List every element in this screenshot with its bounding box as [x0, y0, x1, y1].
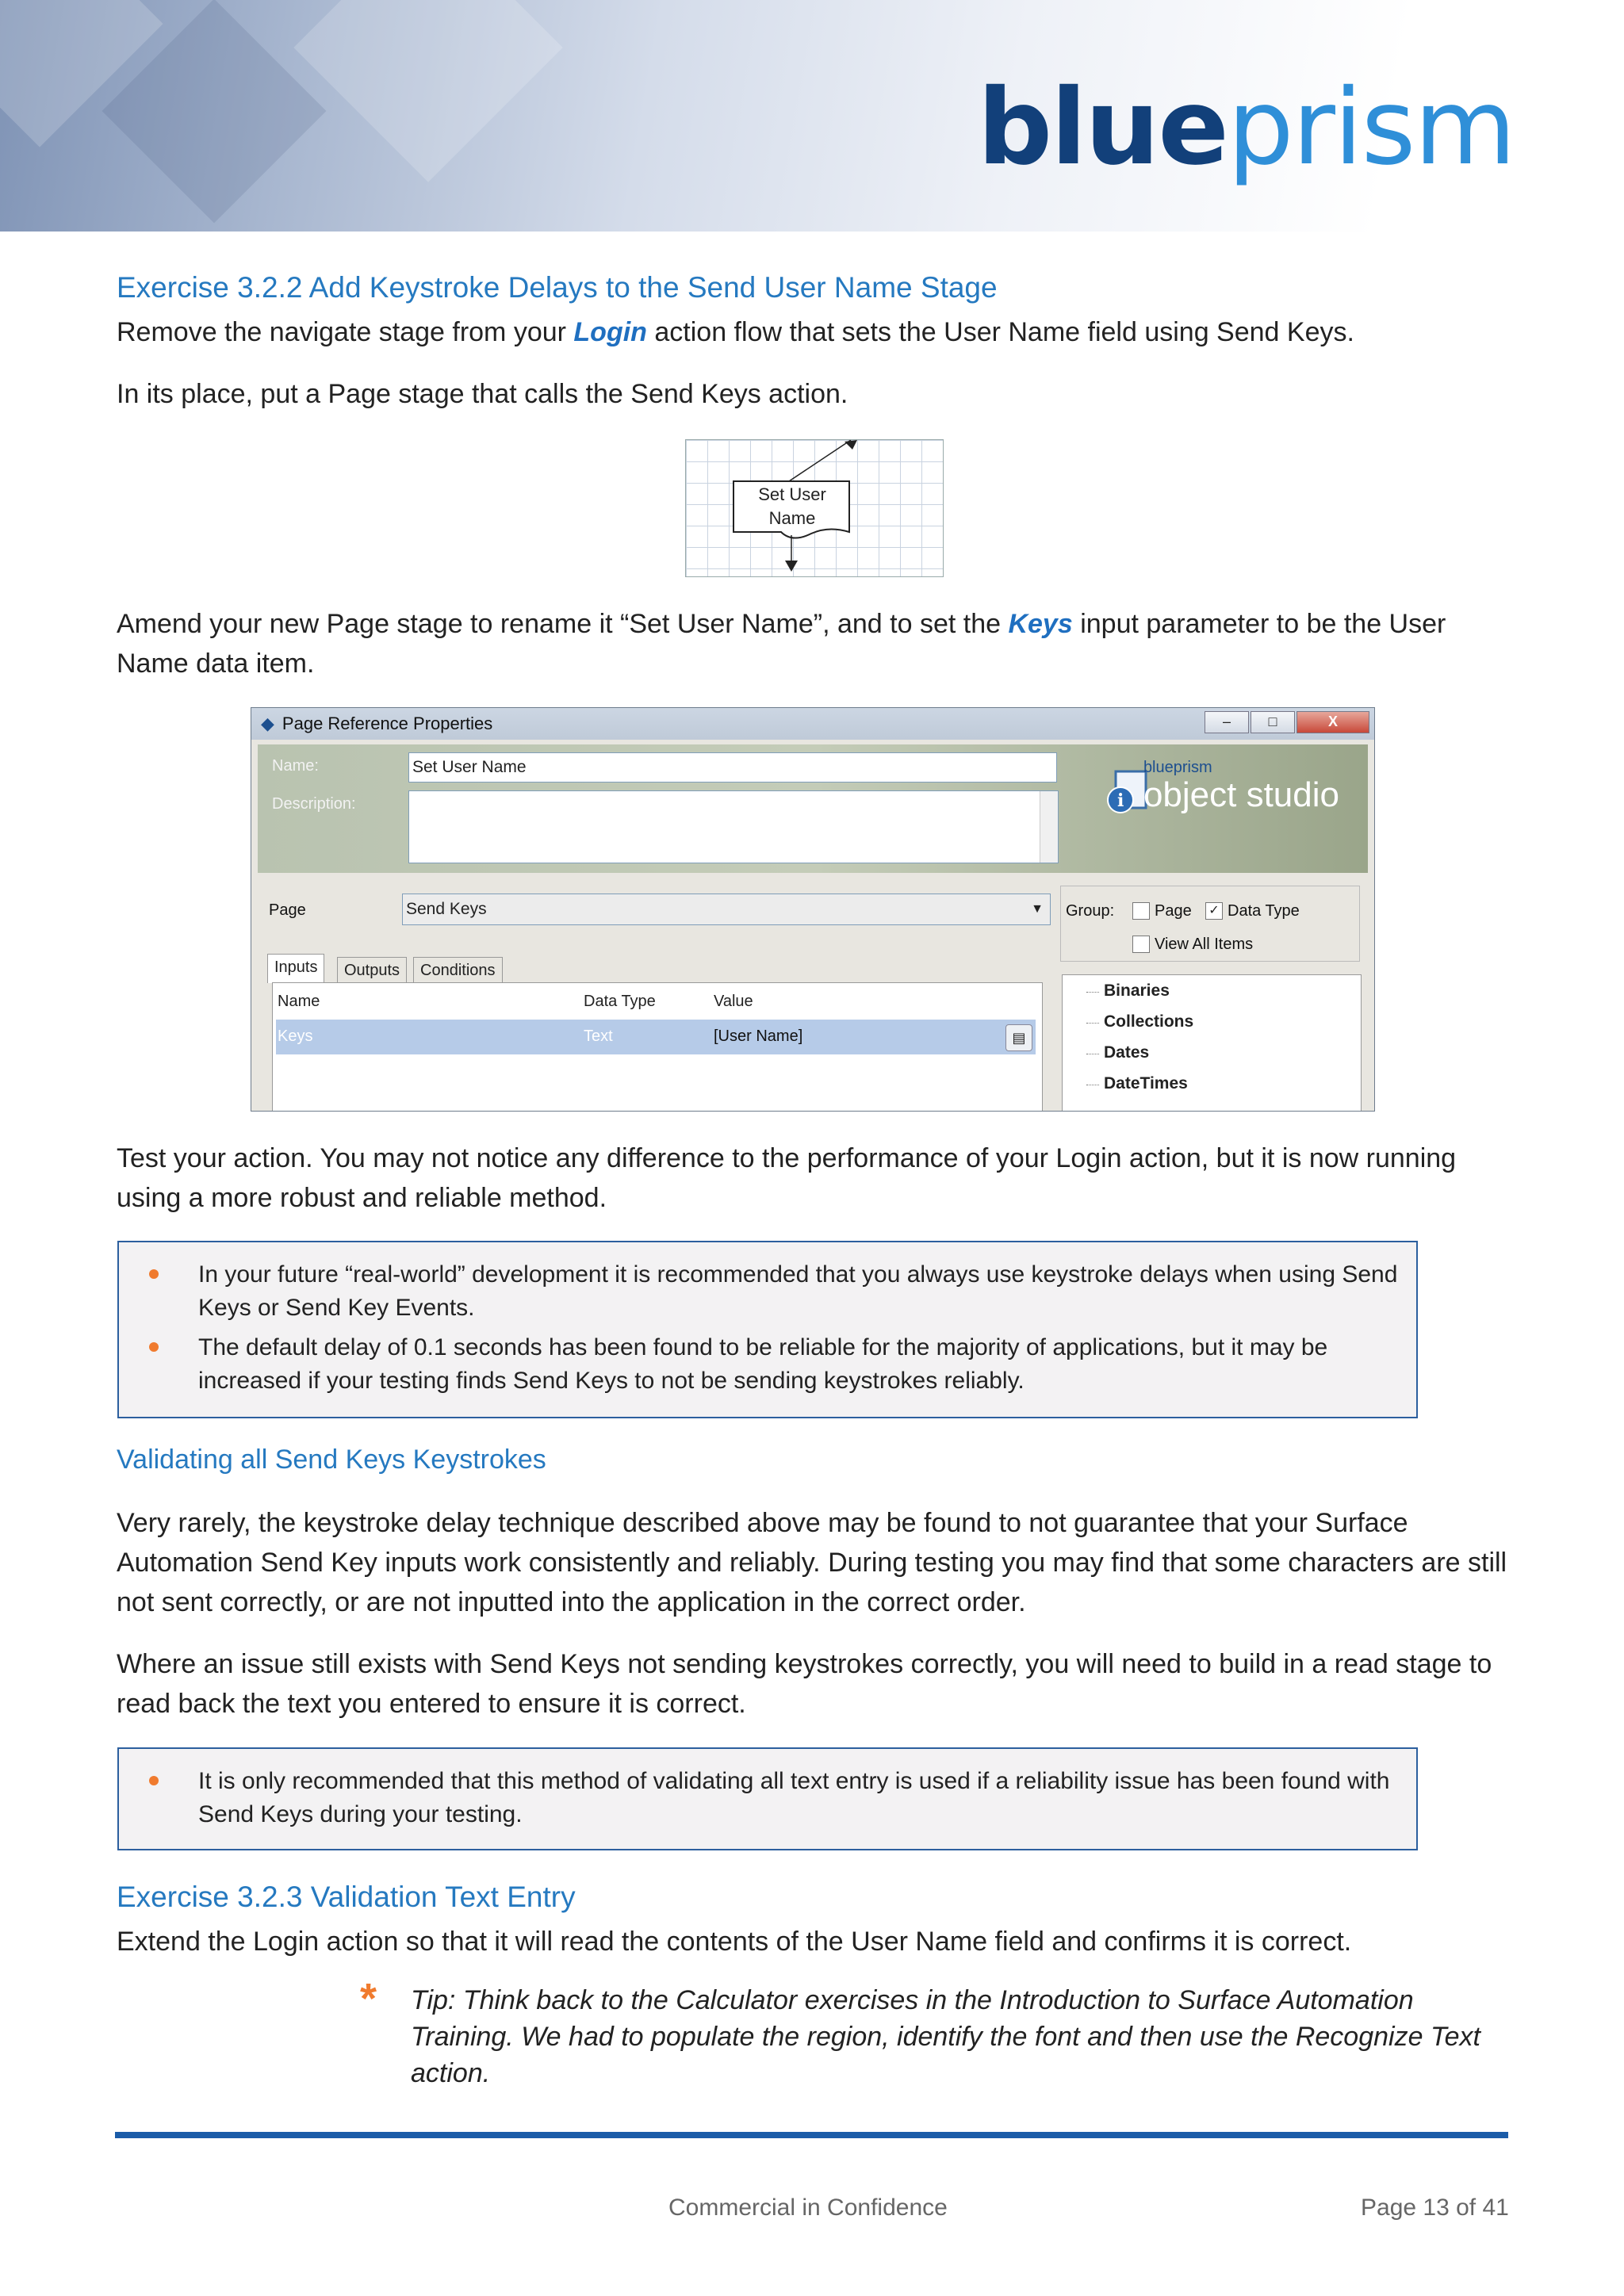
- footer-confidentiality: Commercial in Confidence: [668, 2195, 948, 2221]
- bullet-icon: [149, 1776, 159, 1785]
- row-datatype: Text: [584, 1027, 613, 1045]
- page-select[interactable]: [402, 894, 1051, 925]
- row-name: Keys: [278, 1027, 313, 1045]
- paragraph: Very rarely, the keystroke delay technique described above may be found to not guarantee that your Surface Automation Send Key inputs work consistently and reliably. During testing you may find that some characters are still not sent correctly, or are not inputted into the application in the correct order.: [117, 1508, 1507, 1617]
- tree-item[interactable]: Binaries: [1063, 982, 1361, 1012]
- tab-outputs[interactable]: Outputs: [337, 957, 407, 983]
- note-item: The default delay of 0.1 seconds has been found to be reliable for the majority of applications, but it may be increased if your testing finds Send Keys to not be sending keystrokes reliably.: [198, 1331, 1404, 1398]
- view-all-checkbox[interactable]: [1132, 936, 1150, 953]
- view-all-label: View All Items: [1155, 936, 1254, 953]
- object-studio-logo: blueprism object studio: [1143, 759, 1339, 814]
- description-input[interactable]: [408, 790, 1059, 863]
- paragraph: Remove the navigate stage from your Login action flow that sets the User Name field using Send Keys.: [117, 317, 1354, 347]
- group-datatype-label: Data Type: [1228, 902, 1300, 920]
- group-label: Group:: [1066, 902, 1115, 920]
- asterisk-icon: *: [360, 1975, 377, 2022]
- inputs-grid: [272, 982, 1043, 1112]
- window-controls: [1205, 711, 1369, 733]
- note-box: [117, 1241, 1418, 1418]
- bullet-icon: [149, 1342, 159, 1352]
- banner-facet: [293, 0, 562, 182]
- name-label: Name:: [272, 757, 319, 775]
- exercise-heading: Exercise 3.2.3 Validation Text Entry: [117, 1881, 576, 1913]
- page-select-value: Send Keys: [406, 900, 487, 918]
- tree-item[interactable]: DateTimes: [1063, 1074, 1361, 1105]
- grid-header-datatype: Data Type: [584, 993, 656, 1010]
- section-subheading: Validating all Send Keys Keystrokes: [117, 1445, 546, 1475]
- note-item: In your future “real-world” development it is recommended that you always use keystroke delays when using Send Keys or Send Key Events.: [198, 1258, 1404, 1325]
- tab-inputs[interactable]: Inputs: [267, 954, 324, 983]
- note-box: [117, 1747, 1418, 1850]
- dialog-app-icon: ◆: [261, 714, 274, 733]
- description-scrollbar[interactable]: [1040, 791, 1058, 863]
- paragraph: Where an issue still exists with Send Keys not sending keystrokes correctly, you will need to build in a read stage to read back the text you entered to ensure it is correct.: [117, 1649, 1492, 1719]
- dialog-title: Page Reference Properties: [282, 714, 493, 733]
- header-banner: [0, 0, 1624, 232]
- page-label: Page: [269, 901, 306, 919]
- chevron-down-icon: ▼: [1031, 902, 1044, 916]
- svg-text:i: i: [1117, 790, 1124, 811]
- group-page-checkbox[interactable]: [1132, 902, 1150, 920]
- paragraph: Extend the Login action so that it will read the contents of the User Name field and confirms it is correct.: [117, 1927, 1352, 1957]
- name-input[interactable]: Set User Name: [408, 752, 1057, 783]
- close-button[interactable]: X: [1297, 711, 1369, 733]
- tab-conditions[interactable]: Conditions: [413, 957, 503, 983]
- data-type-tree: [1062, 974, 1362, 1112]
- page-number: Page 13 of 41: [1361, 2195, 1509, 2221]
- minimize-button[interactable]: –: [1205, 711, 1249, 733]
- paragraph: In its place, put a Page stage that calls the Send Keys action.: [117, 379, 848, 409]
- table-row[interactable]: [276, 1020, 1036, 1054]
- paragraph: Amend your new Page stage to rename it “Set User Name”, and to set the Keys input parameter to be the User Name data item.: [117, 609, 1446, 679]
- tree-item[interactable]: Collections: [1063, 1012, 1361, 1043]
- grid-header-value: Value: [714, 993, 753, 1010]
- blueprism-logo: blueprism: [977, 67, 1515, 189]
- row-value[interactable]: [User Name]: [714, 1027, 803, 1045]
- grid-header-name: Name: [278, 993, 320, 1010]
- expression-editor-icon[interactable]: ▤: [1005, 1024, 1032, 1051]
- paragraph: Test your action. You may not notice any difference to the performance of your Login action, but it is now running using a more robust and reliable method.: [117, 1143, 1457, 1213]
- flow-diagram: [685, 439, 944, 577]
- dialog-header-panel: [258, 744, 1368, 873]
- group-page-label: Page: [1155, 902, 1192, 920]
- tree-item[interactable]: Dates: [1063, 1043, 1361, 1074]
- group-datatype-checkbox[interactable]: ✓: [1205, 902, 1223, 920]
- exercise-heading: Exercise 3.2.2 Add Keystroke Delays to the Send User Name Stage: [117, 271, 998, 304]
- group-box: [1060, 886, 1360, 962]
- bullet-icon: [149, 1269, 159, 1279]
- footer-rule: [115, 2132, 1508, 2138]
- tip-text: Tip: Think back to the Calculator exercises in the Introduction to Surface Automation Training. We had to populate the region, identify the font and then use the Recognize Text action.: [411, 1985, 1480, 2088]
- note-item: It is only recommended that this method of validating all text entry is used if a reliability issue has been found with Send Keys during your testing.: [198, 1765, 1404, 1831]
- page-reference-dialog: [251, 707, 1375, 1112]
- description-label: Description:: [272, 795, 356, 813]
- flow-stage-label: Set User Name: [758, 484, 826, 528]
- maximize-button[interactable]: □: [1251, 711, 1295, 733]
